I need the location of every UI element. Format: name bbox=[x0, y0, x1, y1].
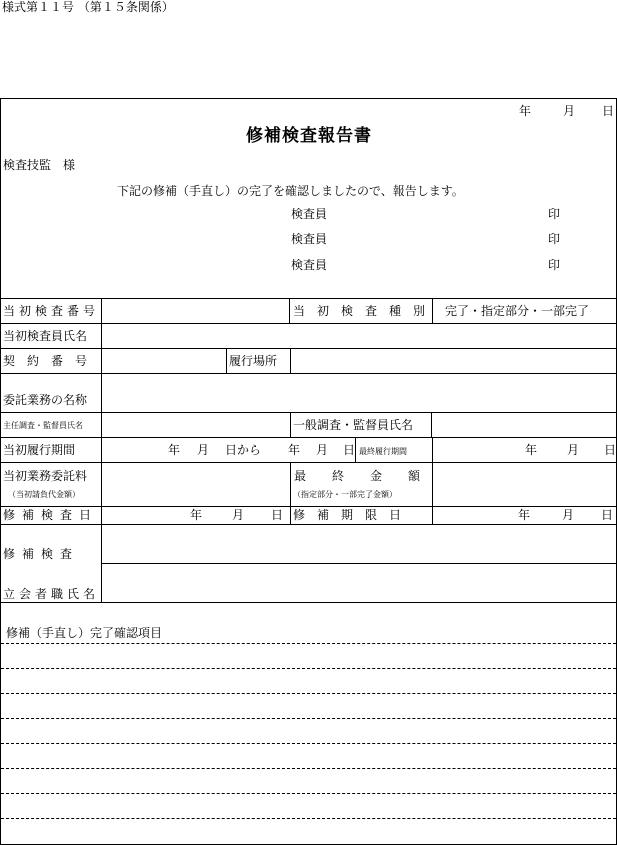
table-col-rule bbox=[101, 298, 102, 602]
seal-mark: 印 bbox=[548, 258, 561, 272]
label-repair-deadline: 修補期限日 bbox=[293, 508, 414, 522]
table-col-rule bbox=[432, 437, 433, 462]
date-top-month: 月 bbox=[563, 104, 576, 118]
table-rule bbox=[0, 348, 616, 349]
inspector-label: 検査員 bbox=[291, 232, 328, 246]
final-month: 月 bbox=[567, 443, 580, 457]
intro-text: 下記の修補（手直し）の完了を確認しましたので、報告します。 bbox=[117, 184, 464, 198]
label-witness-name: 立会者職氏名 bbox=[3, 587, 100, 601]
label-initial-fee: 当初業務委託料 bbox=[3, 469, 88, 483]
writing-line bbox=[1, 693, 616, 694]
table-col-rule bbox=[355, 437, 356, 462]
table-rule bbox=[0, 298, 616, 299]
table-rule bbox=[0, 524, 616, 525]
label-confirmation-items: 修補（手直し）完了確認項目 bbox=[6, 626, 163, 640]
writing-line bbox=[1, 743, 616, 744]
form-number: 様式第１１号 （第１５条関係） bbox=[2, 0, 174, 14]
writing-line bbox=[1, 643, 616, 644]
table-col-rule bbox=[290, 412, 291, 437]
rid-year: 年 bbox=[190, 508, 203, 522]
table-rule bbox=[0, 462, 616, 463]
date-top-year: 年 bbox=[519, 104, 532, 118]
page-title: 修補検査報告書 bbox=[246, 126, 372, 146]
label-final-amount: 最終金額 bbox=[294, 469, 447, 483]
label-final-period: 最終履行期間 bbox=[359, 447, 407, 456]
period-to-year: 年 bbox=[288, 443, 301, 457]
writing-line bbox=[1, 818, 616, 819]
rid-month: 月 bbox=[232, 508, 245, 522]
label-initial-inspection-number: 当初検査番号 bbox=[3, 304, 100, 318]
table-col-rule bbox=[289, 298, 290, 323]
table-col-rule bbox=[226, 348, 227, 373]
period-to-day: 日 bbox=[343, 443, 356, 457]
table-col-rule bbox=[290, 462, 291, 524]
rd-year: 年 bbox=[518, 508, 531, 522]
table-col-rule bbox=[431, 412, 432, 437]
rd-month: 月 bbox=[562, 508, 575, 522]
table-rule bbox=[0, 412, 616, 413]
inspector-label: 検査員 bbox=[291, 258, 328, 272]
period-from-day: 日から bbox=[225, 443, 262, 457]
date-top-day: 日 bbox=[602, 104, 615, 118]
label-chief-investigator: 主任調査・監督員氏名 bbox=[3, 421, 83, 430]
inspection-type-value: 完了・指定部分・一部完了 bbox=[445, 304, 590, 318]
frame-left bbox=[0, 98, 1, 844]
writing-line bbox=[1, 668, 616, 669]
label-initial-fee-sub: （当初請負代金額） bbox=[8, 490, 80, 499]
table-rule bbox=[101, 563, 616, 564]
label-initial-period: 当初履行期間 bbox=[3, 443, 76, 457]
label-repair-inspection-date: 修補検査日 bbox=[3, 508, 99, 522]
final-year: 年 bbox=[525, 443, 538, 457]
label-general-investigator: 一般調査・監督員氏名 bbox=[293, 418, 414, 432]
writing-line bbox=[1, 793, 616, 794]
label-performance-place: 履行場所 bbox=[229, 354, 278, 368]
final-day: 日 bbox=[604, 443, 617, 457]
period-from-month: 月 bbox=[197, 443, 210, 457]
period-to-month: 月 bbox=[316, 443, 329, 457]
table-rule bbox=[0, 323, 616, 324]
label-final-amount-sub: （指定部分・一部完了金額） bbox=[293, 490, 397, 499]
writing-line bbox=[1, 718, 616, 719]
addressee: 検査技監 様 bbox=[3, 158, 76, 172]
period-from-year: 年 bbox=[168, 443, 181, 457]
writing-line bbox=[1, 768, 616, 769]
label-task-name: 委託業務の名称 bbox=[3, 393, 88, 407]
table-rule bbox=[0, 506, 616, 507]
label-contract-number: 契約番号 bbox=[3, 354, 100, 368]
seal-mark: 印 bbox=[548, 207, 561, 221]
table-rule bbox=[0, 373, 616, 374]
table-col-rule bbox=[290, 348, 291, 373]
label-initial-inspector-name: 当初検査員氏名 bbox=[3, 329, 88, 343]
rid-day: 日 bbox=[271, 508, 284, 522]
table-rule bbox=[0, 602, 616, 603]
rd-day: 日 bbox=[601, 508, 614, 522]
seal-mark: 印 bbox=[548, 232, 561, 246]
label-inspection-type: 当初検査種別 bbox=[293, 304, 438, 318]
table-rule bbox=[0, 437, 616, 438]
frame-top bbox=[0, 98, 616, 99]
inspector-label: 検査員 bbox=[291, 207, 328, 221]
label-repair-inspection: 修補検査 bbox=[3, 547, 80, 561]
